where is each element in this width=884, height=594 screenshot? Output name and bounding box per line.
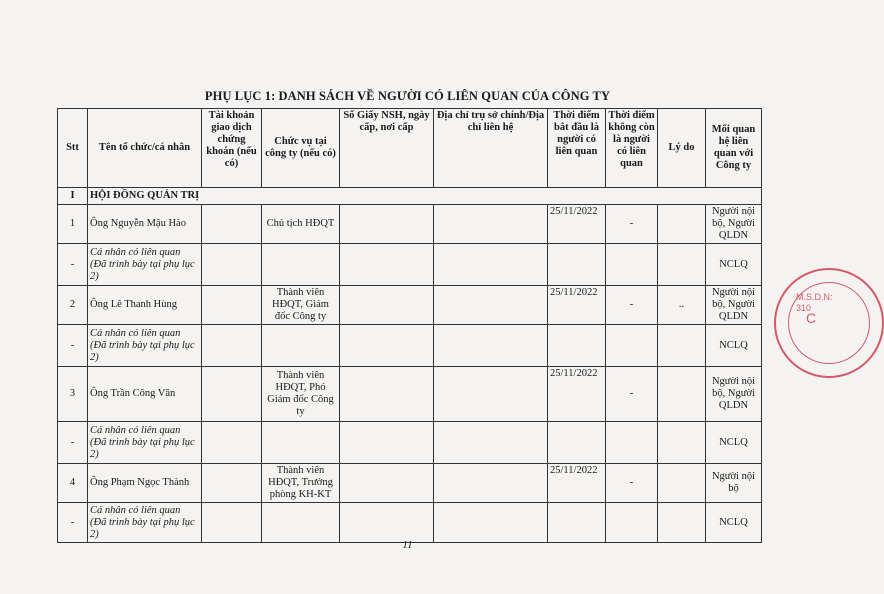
row-reason bbox=[658, 325, 706, 367]
header-license: Số Giấy NSH, ngày cấp, nơi cấp bbox=[340, 109, 434, 188]
row-reason bbox=[658, 205, 706, 244]
row-name: Cá nhân có liên quan (Đã trình bày tại phụ lục 2) bbox=[88, 503, 202, 543]
header-reason: Lý do bbox=[658, 109, 706, 188]
row-end-date bbox=[606, 244, 658, 286]
header-start-date: Thời điểm bắt đầu là người có liên quan bbox=[548, 109, 606, 188]
table-row bbox=[58, 464, 762, 503]
row-name: Cá nhân có liên quan (Đã trình bày tại phụ lục 2) bbox=[88, 422, 202, 464]
page-number: 11 bbox=[402, 539, 413, 551]
row-reason bbox=[658, 367, 706, 422]
row-end-date: - bbox=[606, 464, 658, 503]
row-address bbox=[434, 367, 548, 422]
header-stt: Stt bbox=[58, 109, 88, 188]
row-start-date: 25/11/2022 bbox=[548, 464, 606, 503]
row-stt: 1 bbox=[58, 205, 88, 244]
header-position: Chức vụ tại công ty (nếu có) bbox=[262, 109, 340, 188]
section-row bbox=[58, 188, 762, 205]
row-position: Thành viên HĐQT, Giám đốc Công ty bbox=[262, 286, 340, 325]
company-stamp bbox=[774, 268, 884, 378]
row-name: Ông Lê Thanh Hùng bbox=[88, 286, 202, 325]
table-row bbox=[58, 244, 762, 286]
row-account bbox=[202, 205, 262, 244]
row-position bbox=[262, 244, 340, 286]
row-relation: Người nội bộ, Người QLDN bbox=[706, 286, 762, 325]
row-address bbox=[434, 503, 548, 543]
table-row bbox=[58, 367, 762, 422]
row-stt: - bbox=[58, 422, 88, 464]
row-relation: NCLQ bbox=[706, 503, 762, 543]
stamp-code: M.S.D.N: 310 bbox=[796, 292, 833, 313]
header-relation: Mối quan hệ liên quan với Công ty bbox=[706, 109, 762, 188]
row-reason: .. bbox=[658, 286, 706, 325]
row-position bbox=[262, 325, 340, 367]
row-start-date: 25/11/2022 bbox=[548, 367, 606, 422]
row-start-date: 25/11/2022 bbox=[548, 286, 606, 325]
row-position: Chủ tịch HĐQT bbox=[262, 205, 340, 244]
table-row bbox=[58, 286, 762, 325]
row-account bbox=[202, 325, 262, 367]
row-end-date bbox=[606, 325, 658, 367]
row-stt: 4 bbox=[58, 464, 88, 503]
row-license bbox=[340, 464, 434, 503]
row-start-date: 25/11/2022 bbox=[548, 205, 606, 244]
row-relation: NCLQ bbox=[706, 422, 762, 464]
row-reason bbox=[658, 503, 706, 543]
row-address bbox=[434, 205, 548, 244]
row-relation: Người nội bộ bbox=[706, 464, 762, 503]
row-name: Ông Trần Công Văn bbox=[88, 367, 202, 422]
row-account bbox=[202, 503, 262, 543]
header-name: Tên tổ chức/cá nhân bbox=[88, 109, 202, 188]
row-name: Ông Nguyễn Mậu Hào bbox=[88, 205, 202, 244]
stamp-letter: C bbox=[806, 310, 817, 326]
row-reason bbox=[658, 244, 706, 286]
row-stt: - bbox=[58, 244, 88, 286]
row-name: Cá nhân có liên quan (Đã trình bày tại phụ lục 2) bbox=[88, 325, 202, 367]
row-account bbox=[202, 422, 262, 464]
row-position bbox=[262, 503, 340, 543]
row-reason bbox=[658, 464, 706, 503]
row-license bbox=[340, 244, 434, 286]
row-stt: - bbox=[58, 325, 88, 367]
row-relation: Người nội bộ, Người QLDN bbox=[706, 367, 762, 422]
row-end-date: - bbox=[606, 286, 658, 325]
row-stt: 2 bbox=[58, 286, 88, 325]
row-start-date bbox=[548, 422, 606, 464]
row-address bbox=[434, 325, 548, 367]
row-end-date bbox=[606, 503, 658, 543]
header-address: Địa chỉ trụ sở chính/Địa chỉ liên hệ bbox=[434, 109, 548, 188]
row-account bbox=[202, 367, 262, 422]
row-relation: NCLQ bbox=[706, 244, 762, 286]
table-header-row bbox=[58, 109, 762, 188]
section-number: I bbox=[58, 188, 88, 205]
row-end-date bbox=[606, 422, 658, 464]
row-account bbox=[202, 244, 262, 286]
section-label: HỘI ĐỒNG QUẢN TRỊ bbox=[88, 188, 762, 205]
page-title: PHỤ LỤC 1: DANH SÁCH VỀ NGƯỜI CÓ LIÊN QUAN CỦA CÔNG TY bbox=[204, 89, 611, 103]
row-start-date bbox=[548, 503, 606, 543]
row-relation: Người nội bộ, Người QLDN bbox=[706, 205, 762, 244]
table-row bbox=[58, 205, 762, 244]
row-license bbox=[340, 205, 434, 244]
table-row bbox=[58, 503, 762, 543]
header-account: Tài khoản giao dịch chứng khoán (nếu có) bbox=[202, 109, 262, 188]
table-row bbox=[58, 325, 762, 367]
row-address bbox=[434, 244, 548, 286]
row-address bbox=[434, 464, 548, 503]
row-license bbox=[340, 503, 434, 543]
row-position: Thành viên HĐQT, Phó Giám đốc Công ty bbox=[262, 367, 340, 422]
row-position: Thành viên HĐQT, Trưởng phòng KH-KT bbox=[262, 464, 340, 503]
row-name: Ông Phạm Ngọc Thành bbox=[88, 464, 202, 503]
row-license bbox=[340, 367, 434, 422]
row-license bbox=[340, 325, 434, 367]
row-stt: 3 bbox=[58, 367, 88, 422]
related-persons-table bbox=[57, 108, 762, 543]
row-end-date: - bbox=[606, 205, 658, 244]
row-account bbox=[202, 286, 262, 325]
row-relation: NCLQ bbox=[706, 325, 762, 367]
row-address bbox=[434, 422, 548, 464]
row-name: Cá nhân có liên quan (Đã trình bày tại phụ lục 2) bbox=[88, 244, 202, 286]
row-start-date bbox=[548, 244, 606, 286]
row-license bbox=[340, 286, 434, 325]
table-row bbox=[58, 422, 762, 464]
row-stt: - bbox=[58, 503, 88, 543]
header-end-date: Thời điểm không còn là người có liên quan bbox=[606, 109, 658, 188]
row-position bbox=[262, 422, 340, 464]
row-account bbox=[202, 464, 262, 503]
row-license bbox=[340, 422, 434, 464]
row-reason bbox=[658, 422, 706, 464]
row-start-date bbox=[548, 325, 606, 367]
row-end-date: - bbox=[606, 367, 658, 422]
row-address bbox=[434, 286, 548, 325]
